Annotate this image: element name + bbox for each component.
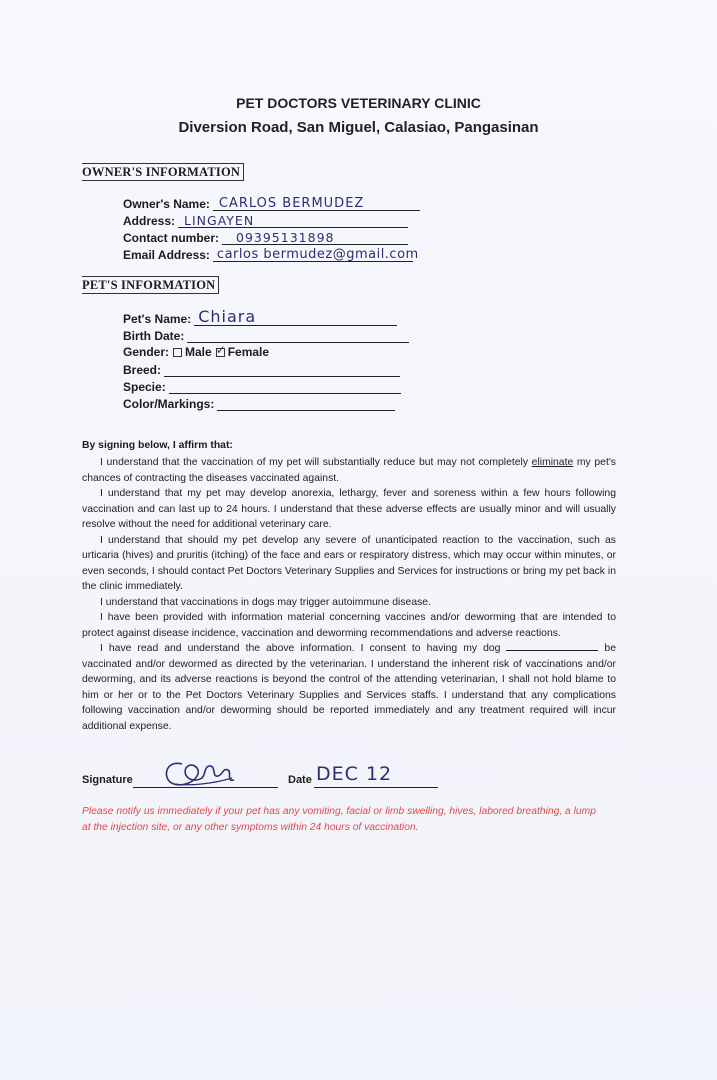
- affirm-p6-text-a: I have read and understand the above information. I consent to having my dog: [100, 643, 507, 654]
- pet-section-title: PET'S INFORMATION: [82, 276, 219, 294]
- dog-name-blank[interactable]: [506, 641, 598, 651]
- date-label: Date: [288, 774, 312, 786]
- affirm-paragraph-2: I understand that my pet may develop anorexia, lethargy, fever and soreness within a few hours following vaccination and can last up to 24 hours. I understand that these adverse effects are usually minor and will usually resolve without the need for additional veterinary care.: [82, 488, 616, 530]
- breed-field[interactable]: [123, 361, 400, 377]
- male-label: Male: [185, 345, 212, 359]
- breed-label: Breed:: [123, 363, 162, 377]
- color-markings-field[interactable]: [123, 395, 395, 411]
- owner-name-value: CARLOS BERMUDEZ: [218, 196, 365, 211]
- pet-name-value: Chiara: [198, 307, 257, 326]
- owner-section-title: OWNER'S INFORMATION: [82, 163, 244, 181]
- color-markings-line: [217, 396, 395, 411]
- check-mark-icon: ✓: [215, 342, 226, 357]
- owner-contact-value: 09395131898: [236, 230, 335, 245]
- handwritten-signature: [160, 754, 240, 790]
- notice-text: Please notify us immediately if your pet has any vomiting, facial or limb swelling, hives, labored breathing, a lump at the injection site, or any other symptoms within 24 hours of vaccination.: [82, 806, 596, 833]
- signature-label: Signature: [82, 774, 133, 786]
- gender-field: [123, 342, 270, 359]
- birth-date-field[interactable]: [123, 327, 409, 343]
- owner-email-field[interactable]: [123, 246, 419, 262]
- specie-label: Specie:: [123, 380, 166, 394]
- affirm-paragraph-6: [82, 641, 616, 734]
- owner-name-label: Owner's Name:: [123, 197, 210, 211]
- affirm-paragraph-3: I understand that should my pet develop any severe of unanticipated reaction to the vaccination, such as urticaria (hives) and pruritis (itching) of the face and ears or respiratory distress, which may occur within minutes, or even seconds, I should contact Pet Doctors Veterinary Supplies and Services for instructions or bring my pet back in the clinic immediately.: [82, 534, 616, 592]
- female-label: Female: [227, 345, 270, 359]
- gender-label: Gender:: [123, 345, 170, 359]
- affirm-heading: By signing below, I affirm that:: [82, 440, 233, 451]
- clinic-address: Diversion Road, San Miguel, Calasiao, Pangasinan: [178, 119, 539, 136]
- owner-contact-label: Contact number:: [123, 231, 219, 245]
- female-checkbox[interactable]: [215, 342, 226, 357]
- owner-email-value: carlos bermudez@gmail.com: [216, 247, 419, 262]
- owner-contact-line: [222, 230, 408, 245]
- owner-address-field[interactable]: [123, 212, 408, 228]
- owner-name-line: [213, 196, 420, 211]
- affirm-p1-text-b: my pet's chances of contracting the diseases vaccinated against.: [82, 457, 617, 484]
- specie-field[interactable]: [123, 378, 401, 394]
- affirm-p1-underlined: eliminate: [531, 457, 574, 468]
- owner-contact-field[interactable]: [123, 229, 408, 245]
- birth-date-line: [187, 328, 409, 343]
- affirm-p6-text-b: be vaccinated and/or dewormed as directed by the veterinarian. I understand the inherent risk of vaccinations and/or deworming, and its adverse reactions is beyond the control of the attending veterinarian, I shall not hold blame to him or her or to the Pet Doctors Veterinary Supplies and Services staffs. I understand that any complications following vaccination and/or deworming should be reported immediately and any treatment required will incur additional expense.: [82, 643, 616, 732]
- owner-address-line: [178, 213, 408, 228]
- affirm-paragraph-5: I have been provided with information material concerning vaccines and/or deworming that are intended to protect against disease incidence, vaccination and deworming recommendations and adverse reactions.: [82, 612, 616, 639]
- affirm-paragraph-4: I understand that vaccinations in dogs may trigger autoimmune disease.: [100, 596, 431, 608]
- pet-name-label: Pet's Name:: [123, 312, 192, 326]
- owner-email-label: Email Address:: [123, 248, 210, 262]
- male-checkbox[interactable]: [173, 348, 182, 357]
- owner-name-field[interactable]: [123, 195, 420, 211]
- owner-email-line: [213, 247, 419, 262]
- date-line[interactable]: [314, 786, 438, 788]
- clinic-name: PET DOCTORS VETERINARY CLINIC: [236, 95, 481, 111]
- specie-line: [169, 379, 401, 394]
- owner-address-label: Address:: [123, 214, 176, 228]
- breed-line: [164, 362, 400, 377]
- affirm-paragraph-1: [82, 455, 616, 486]
- birth-date-label: Birth Date:: [123, 329, 185, 343]
- pet-name-line: [194, 307, 397, 326]
- affirm-p1-text-a: I understand that the vaccination of my pet will substantially reduce but may not completely: [100, 457, 532, 468]
- date-value: DEC 12: [316, 763, 393, 785]
- pet-name-field[interactable]: [123, 307, 397, 326]
- owner-address-value: LINGAYEN: [184, 213, 255, 228]
- color-markings-label: Color/Markings:: [123, 397, 215, 411]
- affirmation-body: [82, 455, 616, 734]
